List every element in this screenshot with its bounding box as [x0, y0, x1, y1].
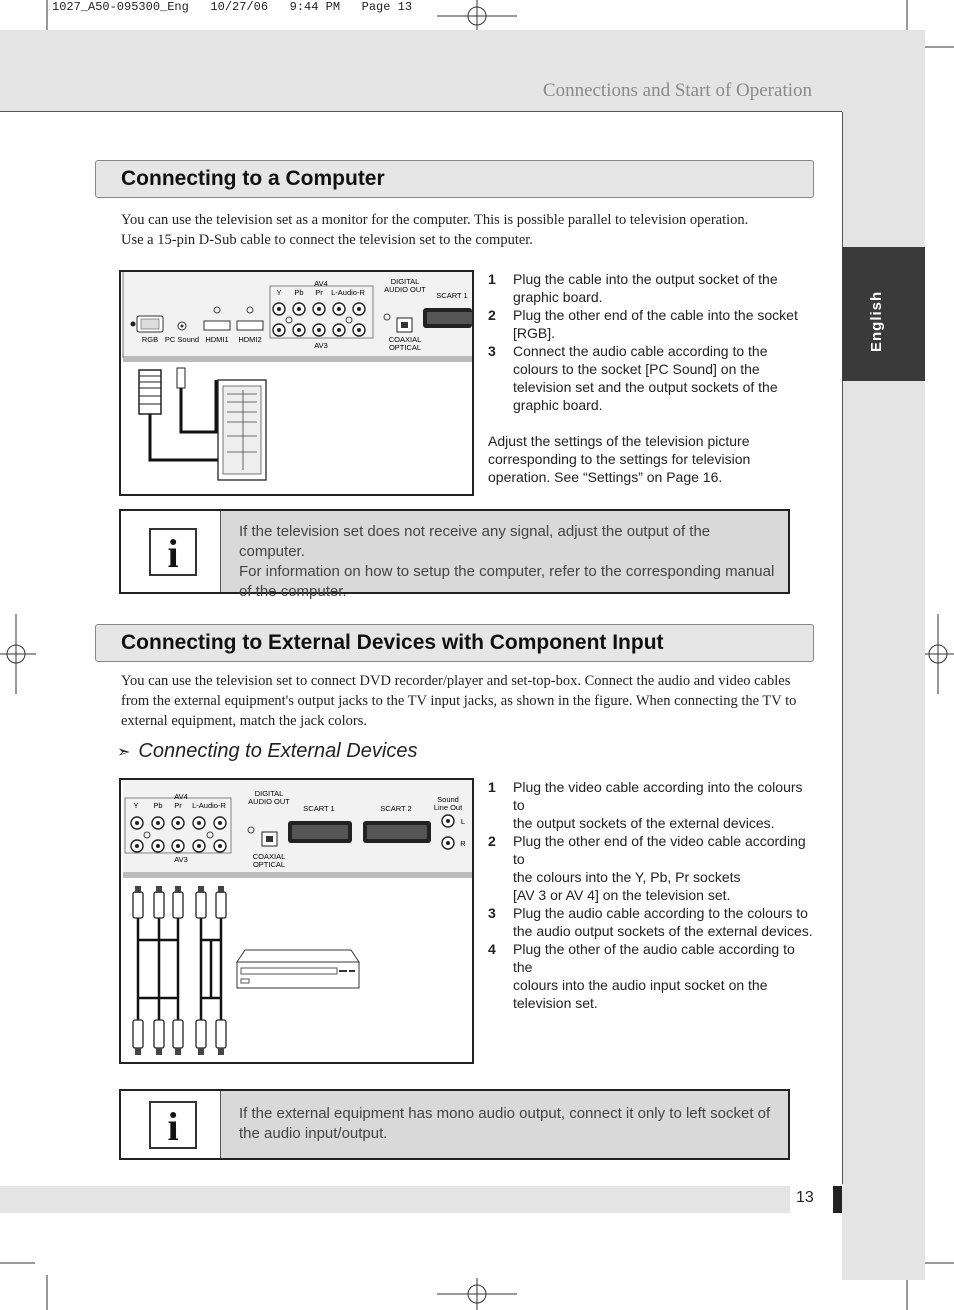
language-tab-label: English [868, 290, 885, 352]
step-text [513, 778, 818, 832]
note-line: operation. See “Settings” on Page 16. [488, 469, 723, 485]
rgb-label: RGB [141, 335, 159, 344]
step-item [488, 832, 818, 904]
section-title: Connecting to a Computer [121, 167, 385, 190]
step-line: Plug the cable into the output socket of the [513, 271, 778, 287]
step-line: graphic board. [513, 397, 603, 413]
info-line: If the television set does not receive any signal, adjust the output of the computer. [239, 523, 711, 560]
intro-line: from the external equipment's output jacks to the TV input jacks, as shown in the figure. When connecting the TV to [121, 693, 797, 709]
step-item [488, 342, 818, 414]
step-text [513, 270, 778, 306]
info-note [119, 1089, 790, 1160]
r-label: R [460, 839, 466, 848]
section-title: Connecting to External Devices with Component Input [121, 631, 664, 654]
language-tab [842, 247, 925, 381]
step-item [488, 270, 818, 306]
info-glyph: i [167, 531, 179, 576]
info-icon-cell [121, 1091, 221, 1158]
step-line: Plug the audio cable according to the colours to [513, 905, 808, 921]
step-line: Plug the video cable according into the colours to [513, 779, 803, 813]
step-text [513, 306, 798, 342]
step-item [488, 940, 818, 1012]
component-connection-figure [119, 778, 474, 1064]
av3-label: AV3 [174, 855, 188, 864]
intro-line: external equipment, match the jack colors. [121, 713, 368, 729]
coaxial-label: COAXIAL [252, 852, 286, 861]
pb-label: Pb [294, 288, 304, 297]
step-number: 4 [488, 941, 496, 957]
info-text [239, 1104, 780, 1144]
info-line: of the computer. [239, 583, 347, 600]
info-note [119, 509, 790, 600]
pr-label: Pr [174, 801, 182, 810]
section-intro [121, 671, 816, 731]
step-line: the colours into the Y, Pb, Pr sockets [513, 869, 741, 885]
scart2-label: SCART 2 [380, 804, 412, 813]
audio-lr-label: L-Audio-R [331, 288, 365, 297]
steps-list [488, 778, 818, 1012]
adjust-note [488, 432, 818, 486]
y-label: Y [276, 288, 282, 297]
info-icon-cell [121, 511, 221, 592]
note-line: corresponding to the settings for television [488, 451, 751, 467]
info-glyph: i [167, 1104, 179, 1149]
pr-label: Pr [315, 288, 323, 297]
step-line: television set. [513, 995, 598, 1011]
step-line: the audio output sockets of the external devices. [513, 923, 813, 939]
section-title-bar [95, 624, 814, 662]
step-number: 2 [488, 307, 496, 323]
side-strip [842, 30, 925, 1280]
audio-lr-label: L-Audio-R [192, 801, 226, 810]
step-line: colours to the socket [PC Sound] on the [513, 361, 760, 377]
step-number: 2 [488, 833, 496, 849]
steps-list [488, 270, 818, 486]
page-number: 13 [796, 1189, 814, 1206]
step-text [513, 832, 818, 904]
info-line: For information on how to setup the computer, refer to the corresponding manual [239, 563, 775, 580]
line-out-label: Line Out [433, 803, 463, 812]
optical-label: OPTICAL [388, 343, 422, 352]
intro-line: You can use the television set as a monitor for the computer. This is possible parallel to television operation. [121, 212, 749, 228]
av4-label: AV4 [314, 279, 328, 288]
step-line: Connect the audio cable according to the [513, 343, 768, 359]
hdmi1-label: HDMI1 [205, 335, 229, 344]
step-text [513, 940, 818, 1012]
info-line: the audio input/output. [239, 1125, 388, 1142]
footer-band [0, 1186, 790, 1213]
audio-out-label: AUDIO OUT [248, 797, 290, 806]
digital-label: DIGITAL [390, 277, 420, 286]
subheading-text: Connecting to External Devices [138, 740, 418, 762]
coaxial-label: COAXIAL [388, 335, 422, 344]
step-line: [AV 3 or AV 4] on the television set. [513, 887, 731, 903]
step-number: 3 [488, 905, 496, 921]
step-line: television set and the output sockets of the [513, 379, 778, 395]
y-label: Y [133, 801, 139, 810]
step-line: [RGB]. [513, 325, 556, 341]
hdmi2-label: HDMI2 [238, 335, 262, 344]
section-intro [121, 210, 816, 250]
info-line: If the external equipment has mono audio output, connect it only to left socket of [239, 1105, 771, 1122]
step-item [488, 778, 818, 832]
step-line: Plug the other end of the cable into the socket [513, 307, 798, 323]
av4-label: AV4 [174, 792, 188, 801]
info-icon [149, 1101, 197, 1149]
info-text [239, 522, 780, 602]
audio-out-label: AUDIO OUT [384, 285, 426, 294]
info-icon [149, 528, 197, 576]
arrow-icon: ➣ [117, 744, 131, 761]
step-line: graphic board. [513, 289, 603, 305]
step-text [513, 904, 813, 940]
section-title-bar [95, 160, 814, 198]
note-line: Adjust the settings of the television picture [488, 433, 750, 449]
step-text [513, 342, 778, 414]
step-line: colours into the audio input socket on the [513, 977, 768, 993]
digital-label: DIGITAL [254, 789, 284, 798]
l-label: L [460, 817, 466, 826]
scart1-label: SCART 1 [436, 291, 468, 300]
chapter-title: Connections and Start of Operation [542, 80, 812, 101]
sound-label: Sound [437, 795, 459, 804]
step-number: 3 [488, 343, 496, 359]
step-line: Plug the other end of the video cable according to [513, 833, 806, 867]
av3-label: AV3 [314, 341, 328, 350]
step-line: Plug the other of the audio cable according to the [513, 941, 795, 975]
subheading [117, 740, 417, 763]
intro-line: Use a 15-pin D-Sub cable to connect the television set to the computer. [121, 232, 533, 248]
computer-connection-figure [119, 270, 474, 496]
step-number: 1 [488, 271, 496, 287]
optical-label: OPTICAL [252, 860, 286, 869]
step-item [488, 904, 818, 940]
pb-label: Pb [153, 801, 163, 810]
page-marker [833, 1186, 842, 1213]
scart1-label: SCART 1 [303, 804, 335, 813]
intro-line: You can use the television set to connect DVD recorder/player and set-top-box. Connect the audio and video cables [121, 673, 791, 689]
step-line: the output sockets of the external devices. [513, 815, 775, 831]
pc-sound-label: PC Sound [164, 335, 200, 344]
step-item [488, 306, 818, 342]
print-slug: 1027_A50-095300_Eng 10/27/06 9:44 PM Page 13 [52, 0, 413, 14]
step-number: 1 [488, 779, 496, 795]
